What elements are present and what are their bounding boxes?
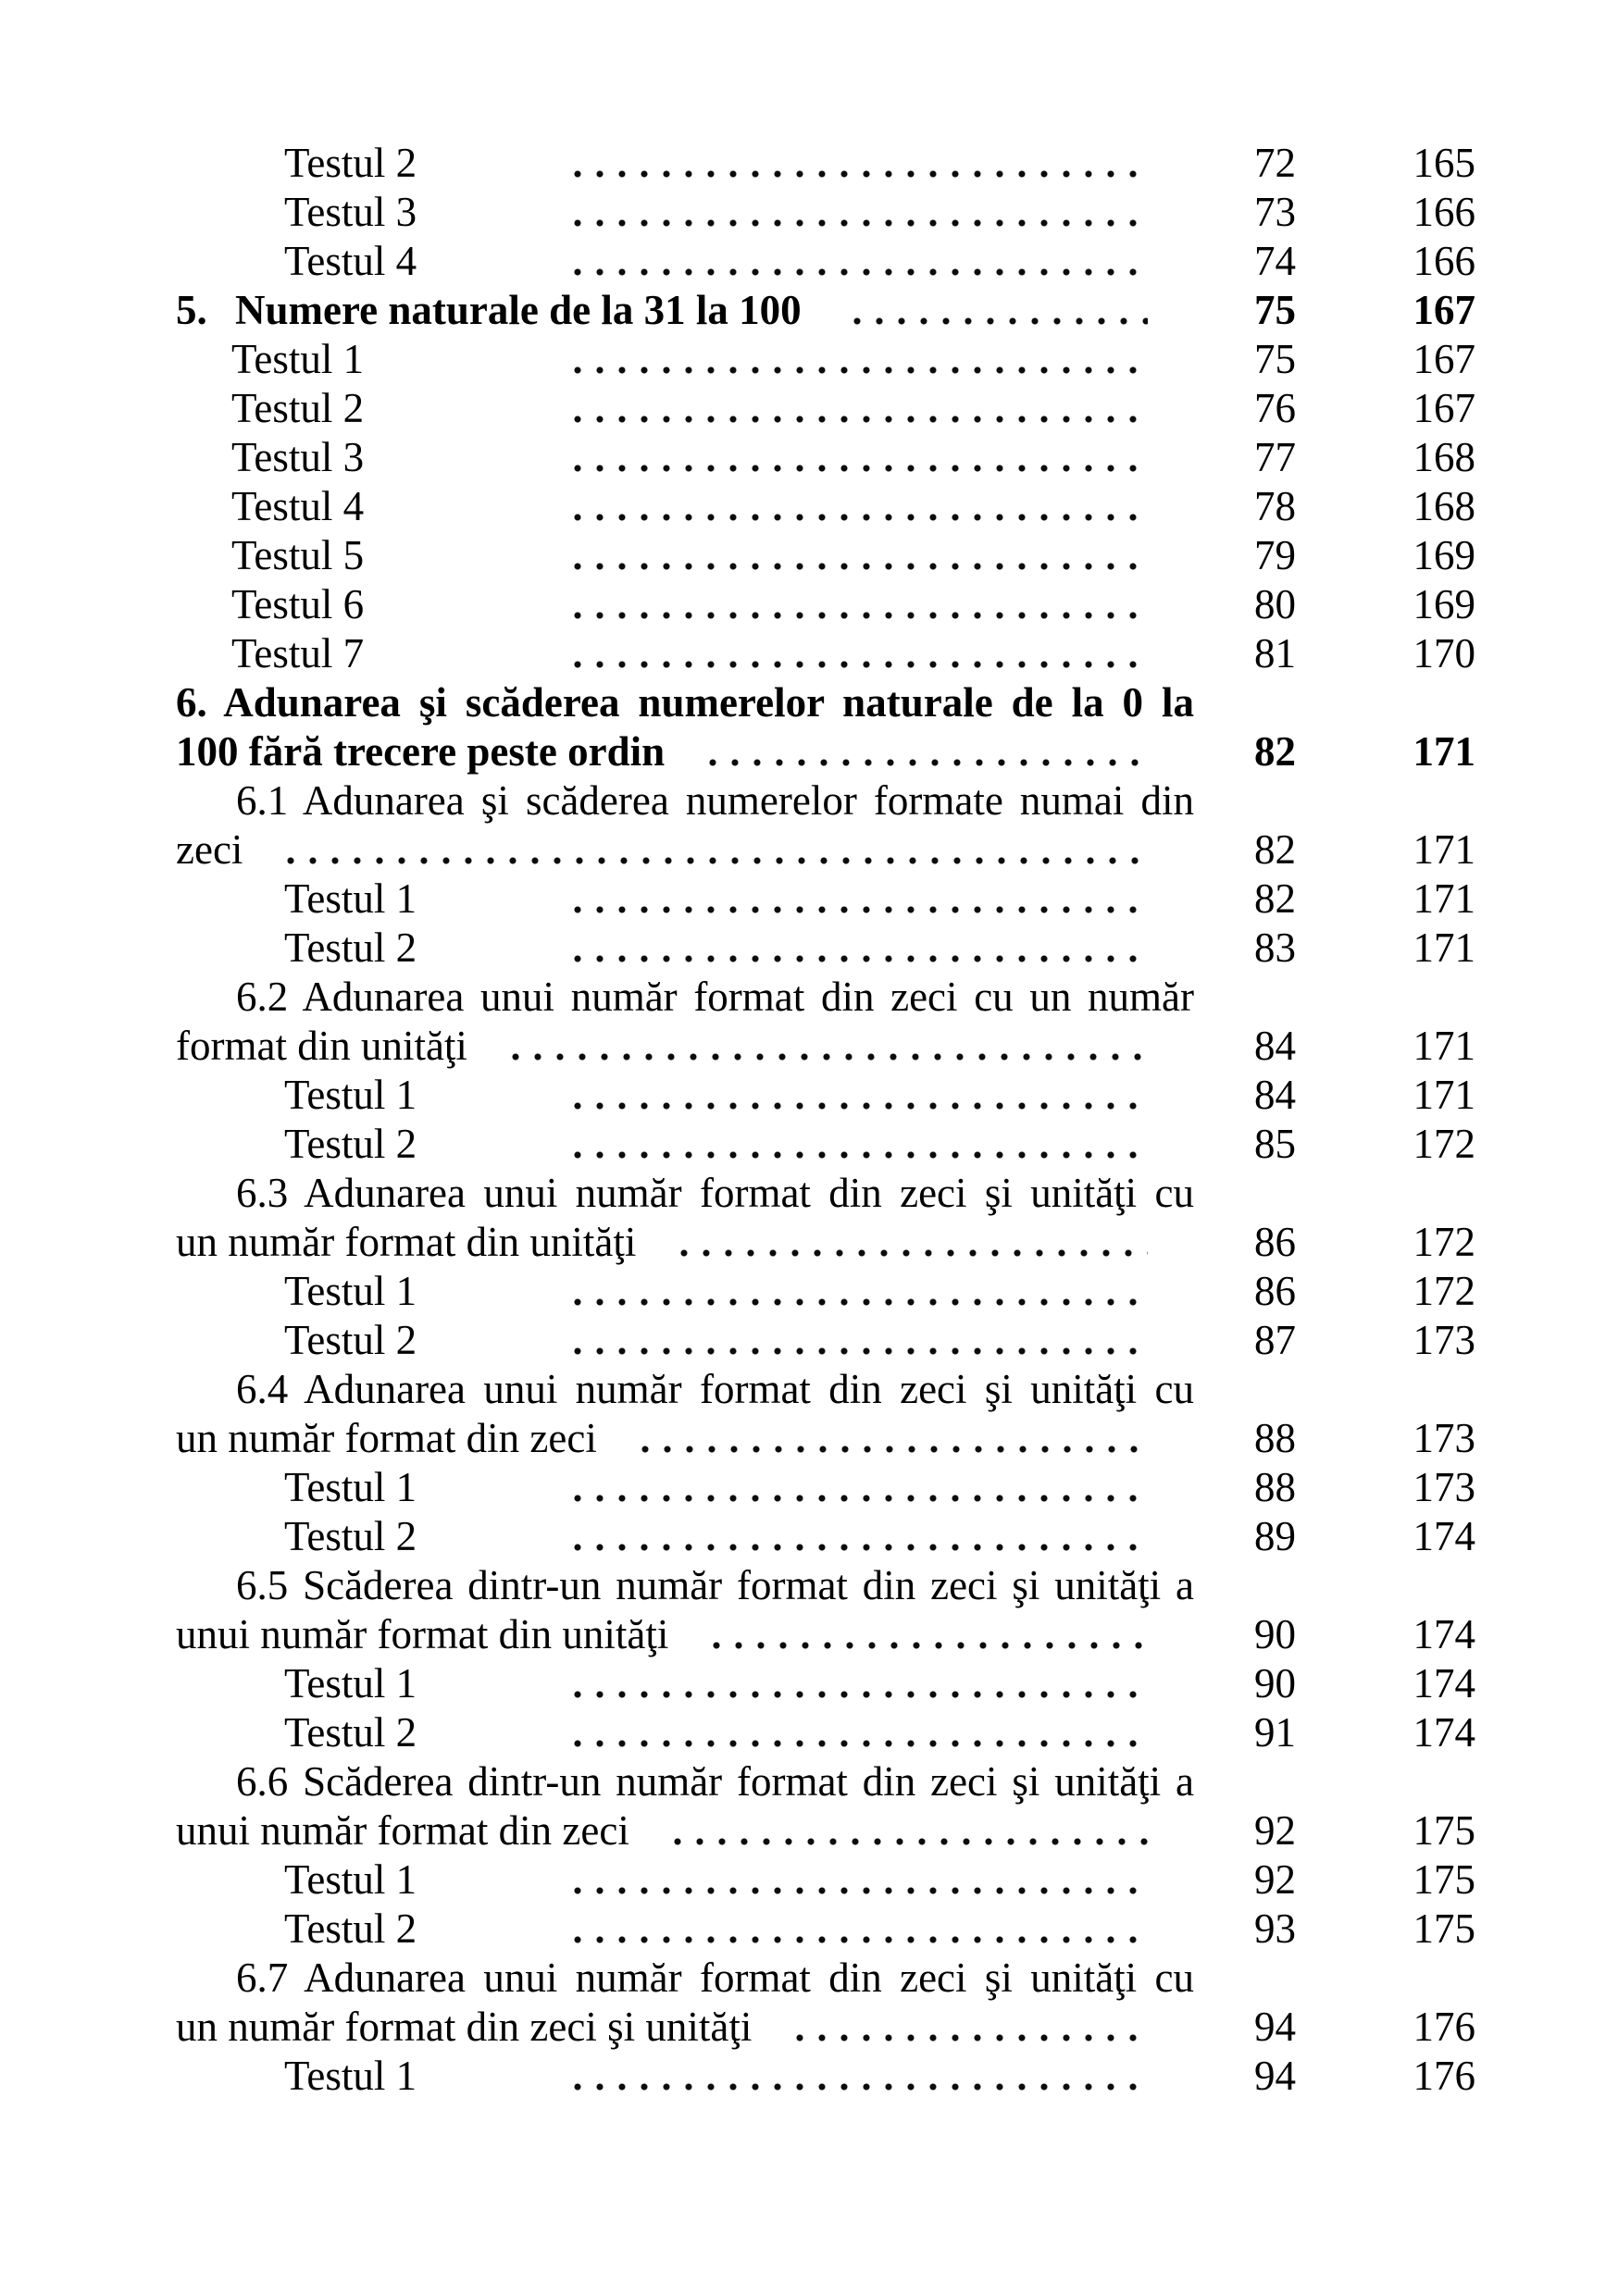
page-number-2: 173: [1413, 1317, 1475, 1363]
page-number-2: 171: [1413, 1072, 1475, 1118]
toc-row: [176, 1414, 1475, 1463]
entry-label: Testul 1: [284, 1268, 417, 1314]
entry-label: Testul 2: [284, 925, 417, 971]
page-number-1: 84: [1254, 1023, 1296, 1069]
entry-number: 5.: [176, 287, 207, 333]
entry-label: un număr format din unităţi: [176, 1219, 637, 1265]
dot-leader: [566, 139, 1148, 188]
toc-row: [176, 2003, 1475, 2052]
page-number-1: 75: [1254, 287, 1296, 333]
dot-leader: [566, 1316, 1148, 1365]
toc-row: [176, 1954, 1475, 2003]
dot-leader: [566, 433, 1148, 482]
toc-row: [176, 1316, 1475, 1365]
page-number-1: 77: [1254, 434, 1296, 480]
toc-row: [176, 1561, 1475, 1610]
page-number-1: 89: [1254, 1513, 1296, 1559]
page-number-1: 92: [1254, 1856, 1296, 1903]
page-number-2: 176: [1413, 2053, 1475, 2099]
page-number-2: 174: [1413, 1611, 1475, 1657]
page-number-1: 73: [1254, 189, 1296, 235]
entry-label: Testul 1: [284, 875, 417, 922]
toc-row: [176, 1806, 1475, 1855]
page-number-1: 75: [1254, 336, 1296, 382]
page-number-2: 174: [1413, 1513, 1475, 1559]
dot-leader: [566, 1071, 1148, 1120]
page-number-2: 170: [1413, 630, 1475, 676]
entry-label: Testul 6: [231, 581, 365, 627]
dot-leader: [566, 1659, 1148, 1708]
toc-row: [176, 188, 1475, 237]
dot-leader: [666, 1806, 1148, 1855]
entry-label: Testul 1: [284, 1856, 417, 1903]
entry-label: Testul 4: [231, 483, 365, 529]
page-number-2: 171: [1413, 875, 1475, 922]
dot-leader: [566, 1905, 1148, 1954]
toc-row: [176, 1071, 1475, 1120]
page-number-2: 172: [1413, 1121, 1475, 1167]
entry-heading: 6.2 Adunarea unui număr format din zeci cu un număr: [236, 974, 1194, 1020]
page-number-2: 171: [1413, 925, 1475, 971]
toc-row: [176, 1610, 1475, 1659]
entry-label: Testul 2: [284, 1905, 417, 1952]
toc-row: [176, 1169, 1475, 1218]
page-number-2: 168: [1413, 434, 1475, 480]
dot-leader: [566, 1120, 1148, 1169]
page-number-2: 175: [1413, 1856, 1475, 1903]
page-number-2: 169: [1413, 532, 1475, 578]
page-number-2: 176: [1413, 2004, 1475, 2050]
toc-row: [176, 139, 1475, 188]
toc-row: [176, 973, 1475, 1022]
page-number-2: 165: [1413, 140, 1475, 186]
entry-heading: 6.7 Adunarea unui număr format din zeci şi unităţi cu: [236, 1955, 1194, 2001]
entry-label: Testul 1: [284, 2053, 417, 2099]
page-number-1: 74: [1254, 238, 1296, 284]
page-number-1: 86: [1254, 1219, 1296, 1265]
toc-row: [176, 237, 1475, 286]
dot-leader: [846, 286, 1148, 335]
entry-label: zeci: [176, 826, 243, 873]
page-number-2: 174: [1413, 1660, 1475, 1706]
entry-heading: 6.4 Adunarea unui număr format din zeci şi unităţi cu: [236, 1366, 1194, 1412]
toc-row: [176, 727, 1475, 776]
page-number-1: 91: [1254, 1709, 1296, 1756]
dot-leader: [566, 2052, 1148, 2101]
toc-row: [176, 629, 1475, 678]
toc-row: [176, 1659, 1475, 1708]
page-number-2: 167: [1413, 336, 1475, 382]
dot-leader: [566, 1512, 1148, 1561]
toc-row: [176, 1022, 1475, 1071]
entry-label: Testul 2: [284, 1513, 417, 1559]
dot-leader: [504, 1022, 1148, 1071]
dot-leader: [566, 1267, 1148, 1316]
dot-leader: [566, 335, 1148, 384]
page-number-1: 93: [1254, 1905, 1296, 1952]
toc-row: [176, 580, 1475, 629]
entry-label: Numere naturale de la 31 la 100: [235, 287, 802, 333]
dot-leader: [673, 1218, 1148, 1267]
toc-row: [176, 482, 1475, 531]
entry-heading: 6.1 Adunarea şi scăderea numerelor formate numai din: [236, 777, 1194, 824]
page-number-2: 175: [1413, 1807, 1475, 1854]
toc-row: [176, 678, 1475, 727]
page-number-2: 168: [1413, 483, 1475, 529]
page-number-2: 175: [1413, 1905, 1475, 1952]
dot-leader: [702, 727, 1148, 776]
dot-leader: [566, 1463, 1148, 1512]
toc-row: [176, 1855, 1475, 1905]
dot-leader: [705, 1610, 1148, 1659]
entry-label: un număr format din zeci: [176, 1415, 597, 1461]
toc-rows: [176, 139, 1475, 2101]
page-number-1: 82: [1254, 826, 1296, 873]
toc-row: [176, 875, 1475, 924]
entry-label: Testul 3: [284, 189, 417, 235]
page-number-1: 90: [1254, 1611, 1296, 1657]
toc-row: [176, 1120, 1475, 1169]
entry-label: Testul 5: [231, 532, 365, 578]
page-number-1: 82: [1254, 875, 1296, 922]
page-number-1: 90: [1254, 1660, 1296, 1706]
entry-heading: 6. Adunarea şi scăderea numerelor naturale de la 0 la: [176, 679, 1194, 726]
dot-leader: [280, 825, 1148, 875]
entry-label: Testul 1: [284, 1072, 417, 1118]
toc-row: [176, 1267, 1475, 1316]
dot-leader: [634, 1414, 1148, 1463]
entry-label: Testul 2: [231, 385, 365, 431]
entry-label: format din unităţi: [176, 1023, 467, 1069]
toc-row: [176, 1757, 1475, 1806]
entry-label: Testul 3: [231, 434, 365, 480]
toc-row: [176, 776, 1475, 825]
toc-row: [176, 384, 1475, 433]
page-number-2: 169: [1413, 581, 1475, 627]
entry-label: un număr format din zeci şi unităţi: [176, 2004, 753, 2050]
entry-heading: 6.5 Scăderea dintr-un număr format din zeci şi unităţi a: [236, 1562, 1194, 1608]
entry-label: Testul 4: [284, 238, 417, 284]
entry-label: unui număr format din unităţi: [176, 1611, 669, 1657]
dot-leader: [566, 924, 1148, 973]
dot-leader: [566, 482, 1148, 531]
toc-row: [176, 1512, 1475, 1561]
page-number-1: 86: [1254, 1268, 1296, 1314]
toc-row: [176, 1218, 1475, 1267]
dot-leader: [566, 1855, 1148, 1905]
page-number-2: 171: [1413, 728, 1475, 775]
entry-label: Testul 7: [231, 630, 365, 676]
toc-row: [176, 335, 1475, 384]
page-number-1: 88: [1254, 1415, 1296, 1461]
page-number-1: 94: [1254, 2004, 1296, 2050]
entry-label: Testul 1: [284, 1660, 417, 1706]
toc-row: [176, 1708, 1475, 1757]
entry-heading: 6.3 Adunarea unui număr format din zeci şi unităţi cu: [236, 1170, 1194, 1216]
page-number-1: 79: [1254, 532, 1296, 578]
toc-row: [176, 1463, 1475, 1512]
toc-row: [176, 1365, 1475, 1414]
page-number-1: 76: [1254, 385, 1296, 431]
page-number-2: 166: [1413, 189, 1475, 235]
entry-label: Testul 2: [284, 140, 417, 186]
dot-leader: [789, 2003, 1148, 2052]
page-number-2: 173: [1413, 1464, 1475, 1510]
page-number-2: 173: [1413, 1415, 1475, 1461]
page-number-1: 80: [1254, 581, 1296, 627]
page-number-2: 174: [1413, 1709, 1475, 1756]
dot-leader: [566, 237, 1148, 286]
dot-leader: [566, 531, 1148, 580]
page-number-2: 171: [1413, 1023, 1475, 1069]
dot-leader: [566, 629, 1148, 678]
page-number-1: 78: [1254, 483, 1296, 529]
page-number-1: 94: [1254, 2053, 1296, 2099]
page-number-1: 85: [1254, 1121, 1296, 1167]
page-number-2: 172: [1413, 1268, 1475, 1314]
dot-leader: [566, 875, 1148, 924]
page-number-2: 167: [1413, 287, 1475, 333]
page-number-2: 171: [1413, 826, 1475, 873]
entry-label: Testul 1: [231, 336, 365, 382]
entry-label: Testul 2: [284, 1317, 417, 1363]
page-number-1: 88: [1254, 1464, 1296, 1510]
page-number-1: 92: [1254, 1807, 1296, 1854]
toc-row: [176, 1905, 1475, 1954]
toc-row: [176, 825, 1475, 875]
page-number-1: 87: [1254, 1317, 1296, 1363]
page-number-1: 72: [1254, 140, 1296, 186]
toc-row: [176, 286, 1475, 335]
entry-heading: 6.6 Scăderea dintr-un număr format din zeci şi unităţi a: [236, 1758, 1194, 1805]
dot-leader: [566, 1708, 1148, 1757]
dot-leader: [566, 384, 1148, 433]
page-number-1: 81: [1254, 630, 1296, 676]
entry-label: Testul 2: [284, 1709, 417, 1756]
toc-row: [176, 924, 1475, 973]
entry-label: Testul 2: [284, 1121, 417, 1167]
page-number-2: 167: [1413, 385, 1475, 431]
dot-leader: [566, 580, 1148, 629]
page-number-1: 84: [1254, 1072, 1296, 1118]
toc-row: [176, 433, 1475, 482]
entry-label: unui număr format din zeci: [176, 1807, 629, 1854]
page-number-2: 172: [1413, 1219, 1475, 1265]
page-number-1: 83: [1254, 925, 1296, 971]
toc-row: [176, 531, 1475, 580]
dot-leader: [566, 188, 1148, 237]
toc-row: [176, 2052, 1475, 2101]
page-number-1: 82: [1254, 728, 1296, 775]
page-number-2: 166: [1413, 238, 1475, 284]
entry-label: Testul 1: [284, 1464, 417, 1510]
entry-label: 100 fără trecere peste ordin: [176, 728, 666, 775]
